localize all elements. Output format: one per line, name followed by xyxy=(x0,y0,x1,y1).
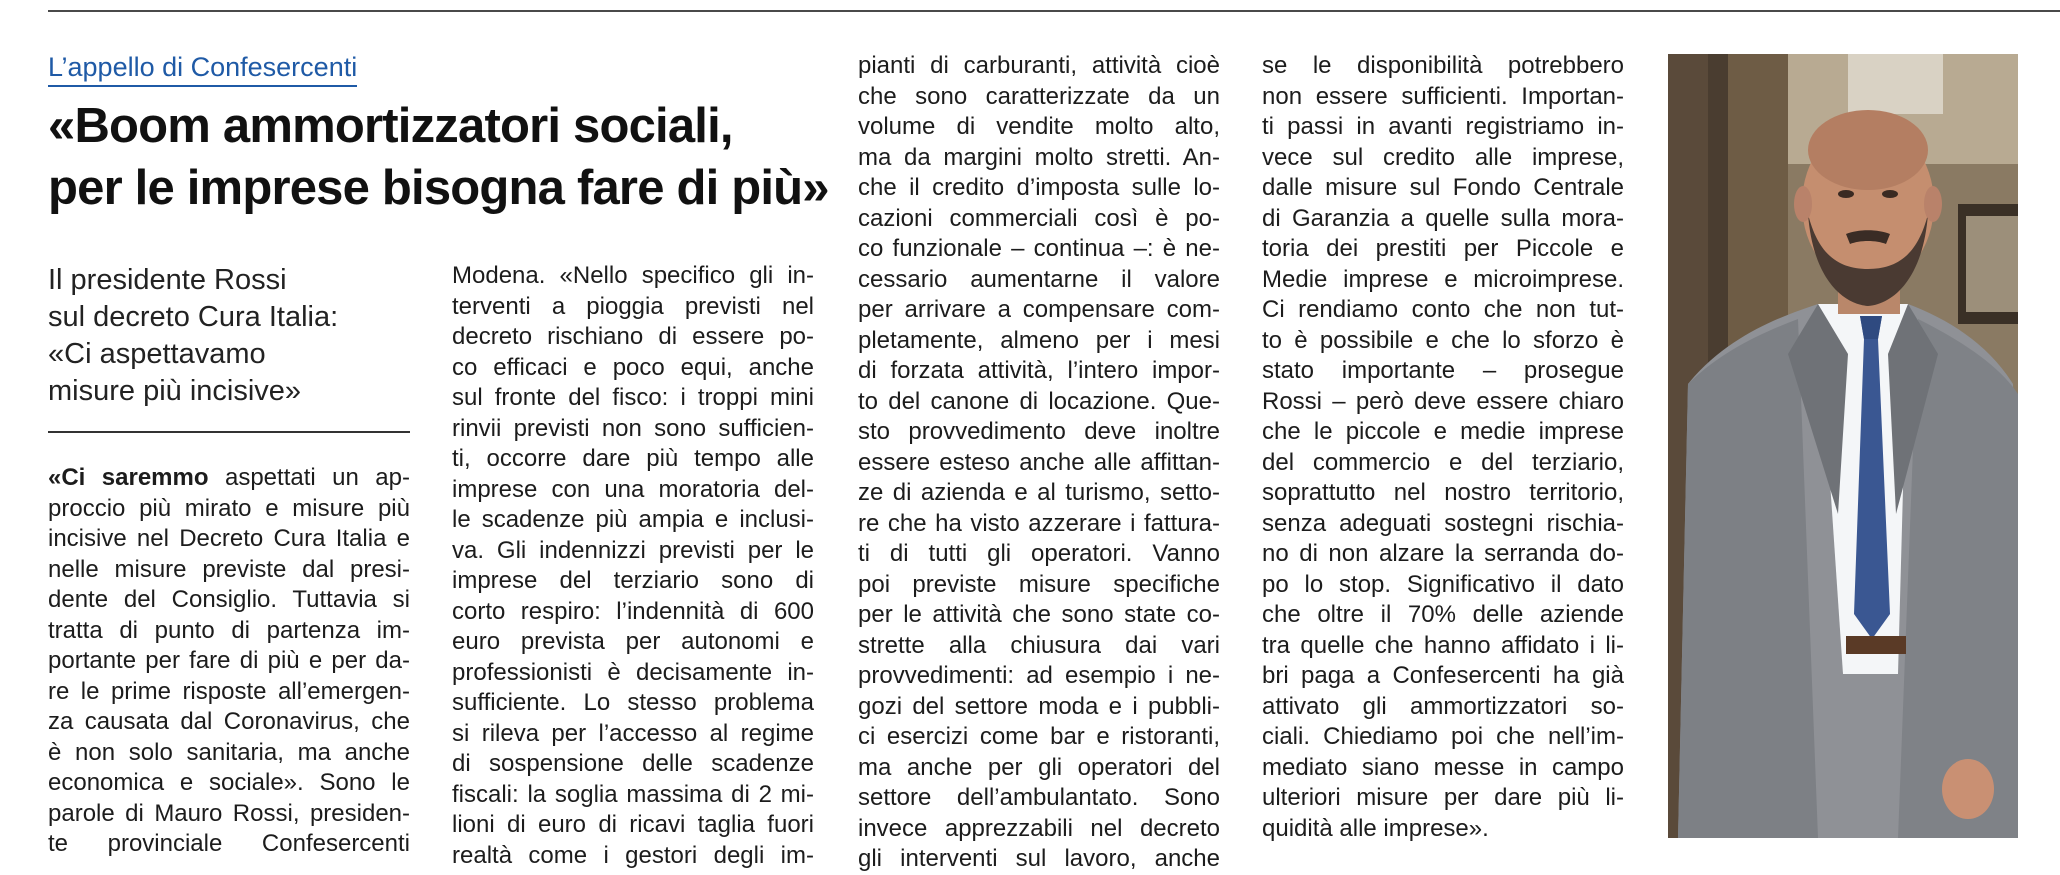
body-line: volume di vendite molto alto, xyxy=(858,113,1220,140)
body-line: per le attività che sono state co- xyxy=(858,601,1220,628)
body-column-4 xyxy=(1262,51,1624,844)
body-column-3 xyxy=(858,51,1220,875)
body-line: dalle misure sul Fondo Centrale xyxy=(1262,174,1624,201)
body-line: dente del Consiglio. Tuttavia si xyxy=(48,586,410,613)
body-line: realtà come i gestori degli im- xyxy=(452,841,814,869)
body-line: euro prevista per autonomi e xyxy=(452,628,814,655)
body-line: imprese con una moratoria del- xyxy=(452,475,814,503)
subhead-line: «Ci aspettavamo xyxy=(48,338,266,370)
body-line: quidità alle imprese». xyxy=(1262,814,1489,842)
body-line: re le prime risposte all’emergen- xyxy=(48,677,410,705)
body-line: provvedimenti: ad esempio i ne- xyxy=(858,662,1220,689)
body-line: nelle misure previste dal presi- xyxy=(48,555,410,583)
body-line: to del canone di locazione. Que- xyxy=(858,387,1220,415)
body-line: vece sul credito alle imprese, xyxy=(1262,143,1624,171)
body-line: cessario aumentarne il valore xyxy=(858,265,1220,293)
body-line: del commercio e del terziario, xyxy=(1262,448,1624,476)
headline-line: per le imprese bisogna fare di più» xyxy=(48,161,829,215)
body-line: mediato siano messe in campo xyxy=(1262,753,1624,781)
body-line: ciali. Chiediamo poi che nell’im- xyxy=(1262,723,1624,750)
body-line: bri paga a Confesercenti ha già xyxy=(1262,662,1624,689)
lead-in: «Ci saremmo xyxy=(48,464,209,491)
body-line: professionisti è decisamente in- xyxy=(452,658,814,686)
body-line: corto respiro: l’indennità di 600 xyxy=(452,597,814,625)
body-line: no di non alzare la serranda do- xyxy=(1262,540,1624,567)
body-line: essere esteso anche alle affittan- xyxy=(858,448,1220,476)
body-line: tratta di punto di partenza im- xyxy=(48,616,410,644)
body-line: per arrivare a compensare com- xyxy=(858,296,1220,323)
body-line: fiscali: la soglia massima di 2 mi- xyxy=(452,780,814,808)
top-rule xyxy=(48,10,2060,12)
body-line: terventi a pioggia previsti nel xyxy=(452,292,814,320)
body-line: settore dell’ambulantato. Sono xyxy=(858,784,1220,811)
body-line: imprese del terziario sono di xyxy=(452,567,814,594)
body-line: che le piccole e medie imprese xyxy=(1262,418,1624,445)
body-line: va. Gli indennizzi previsti per le xyxy=(452,536,814,564)
body-line: economica e sociale». Sono le xyxy=(48,769,410,796)
body-line: proccio più mirato e misure più xyxy=(48,494,410,522)
body-line: che oltre il 70% delle aziende xyxy=(1262,601,1624,628)
body-line: te provinciale Confesercenti xyxy=(48,830,410,857)
body-line: che il credito d’imposta sulle lo- xyxy=(858,174,1220,201)
body-line: cazioni commerciali così è po- xyxy=(858,204,1220,232)
body-line: incisive nel Decreto Cura Italia e xyxy=(48,525,410,552)
body-line: Medie imprese e microimprese. xyxy=(1262,265,1624,293)
body-line: si rileva per l’accesso al regime xyxy=(452,719,814,747)
body-line: sto provvedimento deve inoltre xyxy=(858,418,1220,445)
body-line: za causata dal Coronavirus, che xyxy=(48,708,410,735)
body-line: di forzata attività, l’intero impor- xyxy=(858,357,1220,384)
body-line: stato importante – prosegue xyxy=(1262,357,1624,384)
body-line: di Garanzia a quelle sulla mora- xyxy=(1262,204,1624,232)
body-line: ti passi in avanti registriamo in- xyxy=(1262,113,1624,140)
body-line: di sospensione delle scadenze xyxy=(452,750,814,777)
body-line: Modena. «Nello specifico gli in- xyxy=(452,262,814,289)
body-line: toria dei prestiti per Piccole e xyxy=(1262,235,1624,262)
portrait-photo xyxy=(1668,54,2026,838)
body-line: Ci rendiamo conto che non tut- xyxy=(1262,296,1624,323)
body-line: parole di Mauro Rossi, presiden- xyxy=(48,799,410,827)
body-line: senza adeguati sostegni rischia- xyxy=(1262,509,1624,537)
body-column-1 xyxy=(48,463,410,860)
body-line: è non solo sanitaria, ma anche xyxy=(48,738,410,766)
subhead xyxy=(48,262,418,410)
body-line: ma da margini molto stretti. An- xyxy=(858,143,1220,171)
headline-line: «Boom ammortizzatori sociali, xyxy=(48,99,733,153)
subhead-line: sul decreto Cura Italia: xyxy=(48,301,339,333)
body-line: ti, occorre dare più tempo alle xyxy=(452,445,814,472)
subhead-line: misure più incisive» xyxy=(48,375,302,407)
body-line: pletamente, almeno per i mesi xyxy=(858,326,1220,354)
body-column-2 xyxy=(452,261,814,871)
body-line: ze di azienda e al turismo, setto- xyxy=(858,479,1220,506)
body-line: gli interventi sul lavoro, anche xyxy=(858,845,1220,872)
body-line: co funzionale – continua –: è ne- xyxy=(858,235,1220,262)
body-line: ci esercizi come bar e ristoranti, xyxy=(858,723,1220,750)
body-line: non essere sufficienti. Importan- xyxy=(1262,82,1624,110)
headline xyxy=(48,95,848,219)
body-line: re che ha visto azzerare i fattura- xyxy=(858,509,1220,537)
body-line: se le disponibilità potrebbero xyxy=(1262,52,1624,79)
body-line: tra quelle che hanno affidato i li- xyxy=(1262,631,1624,659)
lead-rest: aspettati un ap- xyxy=(208,464,410,491)
body-line: co efficaci e poco equi, anche xyxy=(452,353,814,381)
body-line: pianti di carburanti, attività cioè xyxy=(858,52,1220,79)
body-line: invece apprezzabili nel decreto xyxy=(858,814,1220,842)
body-line: po lo stop. Significativo il dato xyxy=(1262,570,1624,598)
body-line: ulteriori misure per dare più li- xyxy=(1262,784,1624,811)
body-line: portante per fare di più e per da- xyxy=(48,647,410,674)
body-line: soprattutto nel nostro territorio, xyxy=(1262,479,1624,506)
body-line: Rossi – però deve essere chiaro xyxy=(1262,387,1624,415)
body-line: strette alla chiusura dai vari xyxy=(858,631,1220,659)
body-line: gozi del settore moda e i pubbli- xyxy=(858,692,1220,720)
body-line: to è possibile e che lo sforzo è xyxy=(1262,326,1624,354)
body-line: decreto rischiano di essere po- xyxy=(452,323,814,350)
body-line: ti di tutti gli operatori. Vanno xyxy=(858,540,1220,567)
body-line: sul fronte del fisco: i troppi mini xyxy=(452,384,814,411)
body-line xyxy=(48,463,410,494)
body-line: sufficiente. Lo stesso problema xyxy=(452,689,814,716)
subhead-divider xyxy=(48,431,410,433)
subhead-line: Il presidente Rossi xyxy=(48,264,287,296)
body-line: poi previste misure specifiche xyxy=(858,570,1220,598)
body-line: le scadenze più ampia e inclusi- xyxy=(452,506,814,533)
body-line: attivato gli ammortizzatori so- xyxy=(1262,692,1624,720)
kicker: L’appello di Confesercenti xyxy=(48,52,357,87)
body-line: che sono caratterizzate da un xyxy=(858,82,1220,110)
body-line: lioni di euro di ricavi taglia fuori xyxy=(452,811,814,838)
body-line: rinvii previsti non sono sufficien- xyxy=(452,414,814,442)
body-line: ma anche per gli operatori del xyxy=(858,753,1220,781)
